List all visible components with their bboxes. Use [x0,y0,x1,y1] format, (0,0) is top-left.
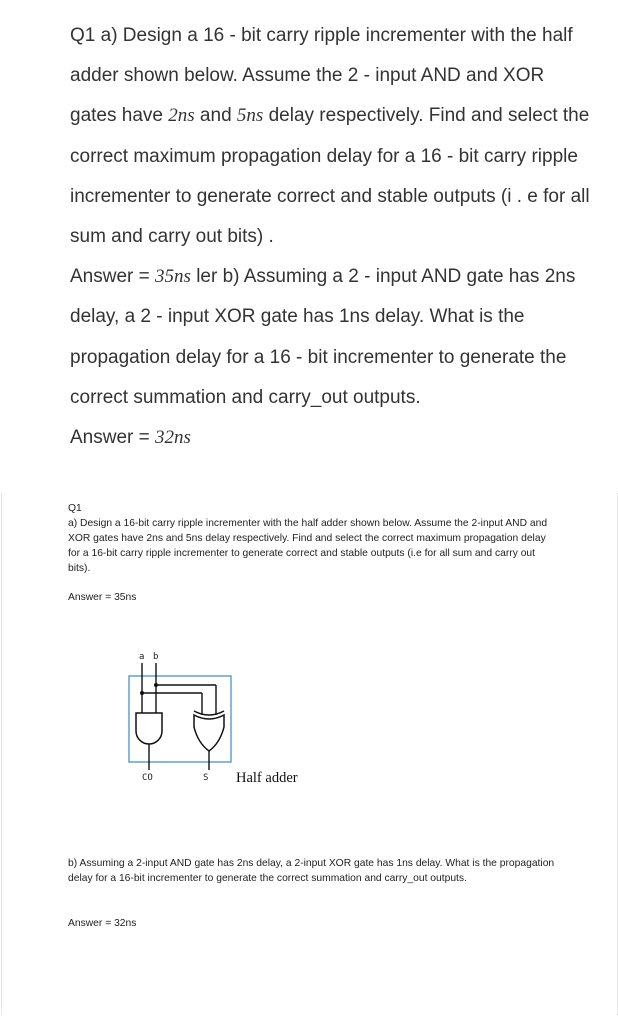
xor-delay: 5ns [236,105,264,127]
input-a-label: a [139,652,145,662]
xor-gate [194,715,224,751]
question-text-block [70,16,590,458]
and-delay: 2ns [168,105,195,127]
answer-b-paragraph [70,418,590,458]
output-s-label: S [203,773,209,783]
answer-a-label: Answer = [70,266,156,288]
q1-label: Q1 [68,503,82,514]
answer-a-paragraph [70,257,590,418]
half-adder-diagram [112,643,342,803]
q1a-body: a) Design a 16-bit carry ripple incrementer with the half adder shown below. Assume the 2-input AND and XOR gates have 2ns and 5ns delay respectively. Find and select the correct maximum propagation delay for a 16-bit carry ripple incrementer to generate correct and stable outputs (i.e for all sum and carry out bits). [68,518,548,574]
answer-b-value: 32ns [155,427,191,449]
q1a-suffix: delay respectively. Find and select the correct maximum propagation delay for a 16 - bit carry ripple incrementer to generate correct and stable outputs (i . e for all sum and carry out bits) . [70,105,590,248]
half-adder-caption: Half adder [236,770,298,786]
answer-a-value: 35ns [155,266,191,288]
q1b-body: b) Assuming a 2-input AND gate has 2ns delay, a 2-input XOR gate has 1ns delay. What is the propagation delay for a 16-bit incrementer to generate the correct summation and carry_out outputs. [68,858,555,884]
and-gate [136,713,162,744]
output-co-label: CO [142,773,153,783]
answer-1: Answer = 35ns [68,592,137,603]
answer-a-tail: ler b) Assuming a 2 - input AND gate has 2ns delay, a 2 - input XOR gate has 1ns delay. What is the propagation delay for a 16 - bit incrementer to generate the correct summation and carry_out outputs. [70,266,576,408]
input-b-label: b [153,652,159,662]
answer-2: Answer = 32ns [68,918,137,929]
question-paragraph [70,16,590,257]
answer-b-label: Answer = [70,427,156,449]
scanned-question-image [1,493,618,1015]
q1a-prefix: Q1 a) Design a 16 - bit carry ripple incrementer with the half adder shown below. Assume the 2 - input AND and XOR gates have [70,25,573,127]
xor-gate-curve [194,711,224,715]
q1a-and-word: and [194,105,237,127]
